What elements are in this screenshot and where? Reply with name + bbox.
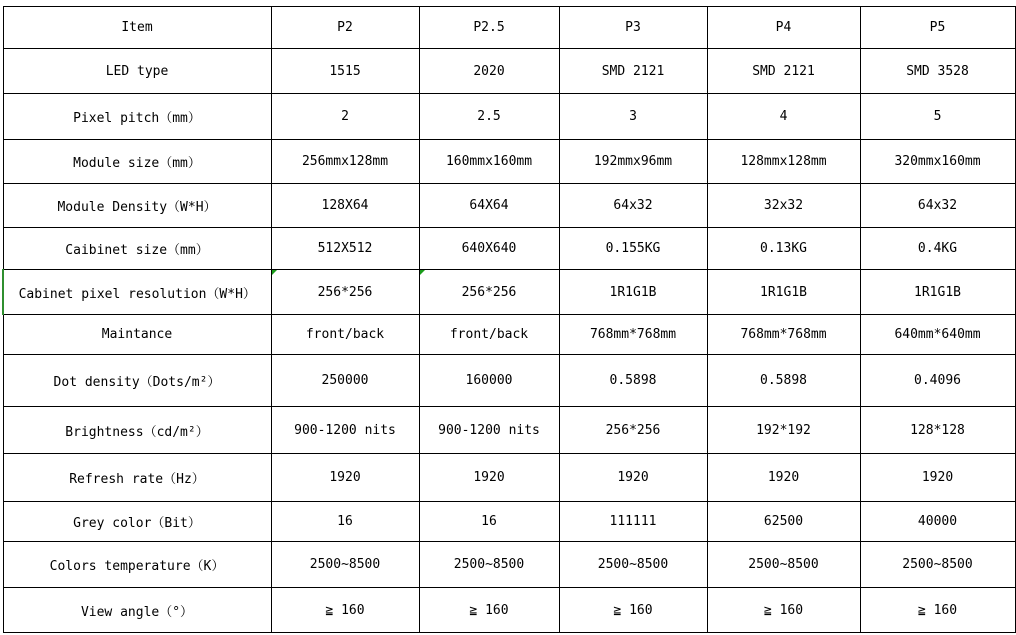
table-cell[interactable]: 0.13KG xyxy=(707,228,860,270)
table-cell[interactable] xyxy=(271,270,419,315)
table-cell[interactable]: 1R1G1B xyxy=(707,270,860,315)
header-cell-item[interactable]: Item xyxy=(3,7,271,49)
table-cell[interactable]: 111111 xyxy=(559,502,707,542)
table-cell[interactable]: 192mmx96mm xyxy=(559,140,707,184)
table-cell[interactable]: ≧ 160 xyxy=(559,588,707,633)
table-cell[interactable]: 160000 xyxy=(419,355,559,407)
header-cell-p4[interactable]: P4 xyxy=(707,7,860,49)
table-cell[interactable]: 0.4KG xyxy=(860,228,1015,270)
header-cell-p2[interactable]: P2 xyxy=(271,7,419,49)
table-row-module-size xyxy=(3,140,1015,184)
table-cell[interactable]: 2500~8500 xyxy=(271,542,419,588)
table-cell[interactable]: 2500~8500 xyxy=(707,542,860,588)
table-cell[interactable]: ≧ 160 xyxy=(707,588,860,633)
table-cell[interactable]: 1515 xyxy=(271,49,419,94)
table-cell[interactable]: 768mm*768mm xyxy=(559,315,707,355)
table-cell[interactable]: 1920 xyxy=(271,454,419,502)
row-label[interactable]: Caibinet size（mm） xyxy=(3,228,271,270)
table-cell[interactable]: 4 xyxy=(707,94,860,140)
table-cell[interactable]: SMD 2121 xyxy=(559,49,707,94)
table-row-dot-density xyxy=(3,355,1015,407)
led-spec-table xyxy=(2,6,1016,633)
table-row-view-angle xyxy=(3,588,1015,633)
table-cell[interactable]: 2500~8500 xyxy=(559,542,707,588)
table-cell[interactable]: 0.4096 xyxy=(860,355,1015,407)
table-cell[interactable]: 640mm*640mm xyxy=(860,315,1015,355)
table-cell[interactable]: 128*128 xyxy=(860,407,1015,454)
row-label[interactable]: Colors temperature（K） xyxy=(3,542,271,588)
table-cell[interactable] xyxy=(419,270,559,315)
table-cell[interactable]: 0.5898 xyxy=(707,355,860,407)
table-cell[interactable]: 512X512 xyxy=(271,228,419,270)
table-cell[interactable]: 64x32 xyxy=(860,184,1015,228)
table-cell[interactable]: ≧ 160 xyxy=(271,588,419,633)
row-label[interactable]: Module size（mm） xyxy=(3,140,271,184)
table-row-colors-temperature xyxy=(3,542,1015,588)
table-cell[interactable]: 2500~8500 xyxy=(419,542,559,588)
table-cell[interactable]: 64x32 xyxy=(559,184,707,228)
row-label[interactable]: Module Density（W*H） xyxy=(3,184,271,228)
header-row xyxy=(3,7,1015,49)
table-row-maintance xyxy=(3,315,1015,355)
table-cell[interactable]: ≧ 160 xyxy=(860,588,1015,633)
table-cell[interactable]: SMD 2121 xyxy=(707,49,860,94)
table-cell[interactable]: 1920 xyxy=(559,454,707,502)
table-cell[interactable]: 32x32 xyxy=(707,184,860,228)
table-cell[interactable]: 640X640 xyxy=(419,228,559,270)
row-label[interactable]: Grey color（Bit） xyxy=(3,502,271,542)
table-cell[interactable]: 2020 xyxy=(419,49,559,94)
table-cell[interactable]: 0.5898 xyxy=(559,355,707,407)
table-cell[interactable]: 768mm*768mm xyxy=(707,315,860,355)
row-label[interactable]: Brightness（cd/m²） xyxy=(3,407,271,454)
table-cell-text: 256*256 xyxy=(317,284,373,300)
table-cell[interactable]: 5 xyxy=(860,94,1015,140)
cell-marker-icon xyxy=(420,270,425,275)
table-cell[interactable]: 256mmx128mm xyxy=(271,140,419,184)
table-cell[interactable]: 2500~8500 xyxy=(860,542,1015,588)
table-cell[interactable]: 160mmx160mm xyxy=(419,140,559,184)
table-cell-text: 256*256 xyxy=(461,284,517,300)
table-cell[interactable]: 128X64 xyxy=(271,184,419,228)
table-cell[interactable]: 16 xyxy=(271,502,419,542)
table-row-module-density xyxy=(3,184,1015,228)
table-cell[interactable]: 900-1200 nits xyxy=(271,407,419,454)
table-cell[interactable]: 320mmx160mm xyxy=(860,140,1015,184)
header-cell-p3[interactable]: P3 xyxy=(559,7,707,49)
table-cell[interactable]: 1920 xyxy=(707,454,860,502)
table-cell[interactable]: 2 xyxy=(271,94,419,140)
table-cell[interactable]: 2.5 xyxy=(419,94,559,140)
table-row-cabinet-pixel-resolution xyxy=(3,270,1015,315)
table-cell[interactable]: 64X64 xyxy=(419,184,559,228)
table-cell[interactable]: 900-1200 nits xyxy=(419,407,559,454)
table-cell[interactable]: front/back xyxy=(419,315,559,355)
table-cell[interactable]: 1R1G1B xyxy=(559,270,707,315)
spec-sheet xyxy=(2,6,1014,632)
table-row-refresh-rate xyxy=(3,454,1015,502)
table-row-pixel-pitch xyxy=(3,94,1015,140)
row-label[interactable]: Dot density（Dots/m²） xyxy=(3,355,271,407)
table-cell[interactable]: ≧ 160 xyxy=(419,588,559,633)
table-row-led-type xyxy=(3,49,1015,94)
header-cell-p2-5[interactable]: P2.5 xyxy=(419,7,559,49)
table-cell[interactable]: 40000 xyxy=(860,502,1015,542)
header-cell-p5[interactable]: P5 xyxy=(860,7,1015,49)
row-label[interactable]: View angle（°） xyxy=(3,588,271,633)
table-cell[interactable]: 256*256 xyxy=(559,407,707,454)
table-cell[interactable]: 1R1G1B xyxy=(860,270,1015,315)
table-row-grey-color xyxy=(3,502,1015,542)
row-label[interactable]: Refresh rate（Hz） xyxy=(3,454,271,502)
table-cell[interactable]: 0.155KG xyxy=(559,228,707,270)
table-cell[interactable]: 1920 xyxy=(860,454,1015,502)
table-cell[interactable]: 16 xyxy=(419,502,559,542)
row-label[interactable]: LED type xyxy=(3,49,271,94)
row-label[interactable]: Maintance xyxy=(3,315,271,355)
table-cell[interactable]: 3 xyxy=(559,94,707,140)
table-cell[interactable]: front/back xyxy=(271,315,419,355)
table-cell[interactable]: 62500 xyxy=(707,502,860,542)
table-cell[interactable]: 250000 xyxy=(271,355,419,407)
table-row-cabinet-size xyxy=(3,228,1015,270)
row-label[interactable]: Pixel pitch（mm） xyxy=(3,94,271,140)
table-cell[interactable]: 1920 xyxy=(419,454,559,502)
row-label[interactable]: Cabinet pixel resolution（W*H） xyxy=(3,270,271,315)
table-cell[interactable]: 192*192 xyxy=(707,407,860,454)
table-cell[interactable]: SMD 3528 xyxy=(860,49,1015,94)
table-cell[interactable]: 128mmx128mm xyxy=(707,140,860,184)
table-row-brightness xyxy=(3,407,1015,454)
cell-marker-icon xyxy=(272,270,277,275)
